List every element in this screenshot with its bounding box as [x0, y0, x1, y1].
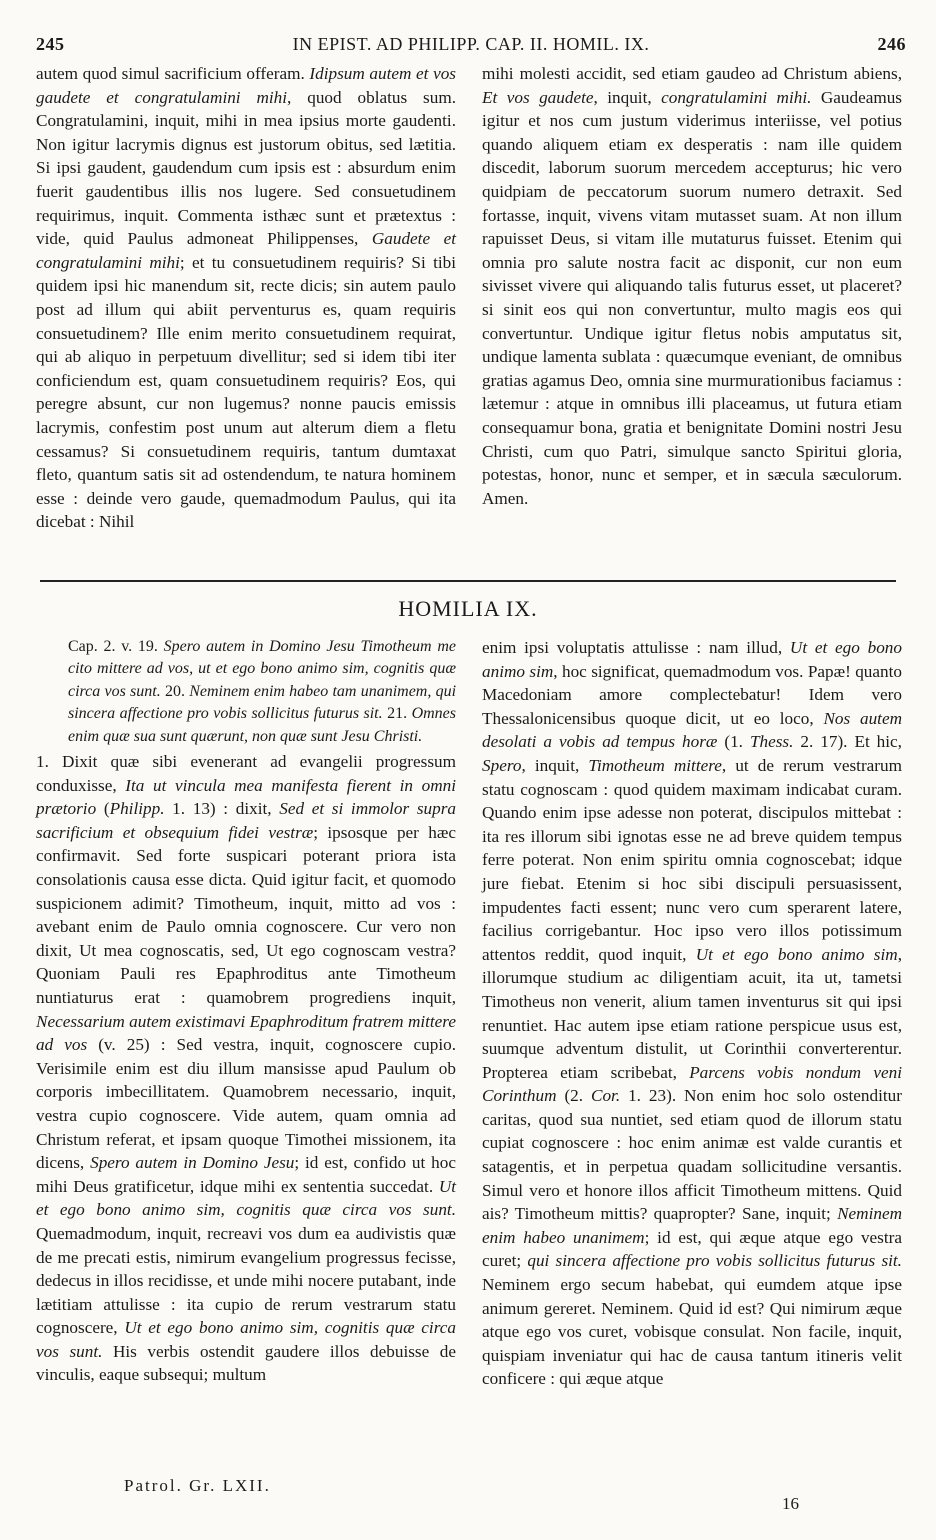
running-title: IN EPIST. AD PHILIPP. CAP. II. HOMIL. IX.: [292, 34, 650, 54]
top-right-column: [482, 62, 902, 510]
text-run: (1.: [717, 732, 750, 752]
text-run: Cap. 2. v. 19.: [68, 638, 164, 655]
italic-run: qui sincera affectione pro vobis sollicitus futurus sit.: [527, 1251, 902, 1271]
text-run: 1. 23). Non enim hoc solo ostenditur caritas, quod sua nuntiet, sed etiam quod de illorum statu cupiat cognoscere : hoc enim animæ est valde curantis et satagentis, et in perpetua quadam sollicitudine versantis. Simul vero et honore illos afficit Timotheum mittens. Quid ais? Timotheum mittis? quapropter? Sane, inquit;: [482, 1086, 902, 1224]
top-right-paragraph: [482, 62, 902, 510]
italic-run: Philipp.: [109, 799, 165, 819]
italic-run: Et vos gaudete: [482, 87, 594, 107]
text-run: 1. Dixit quæ sibi evenerant ad evangelii progressum conduxisse,: [36, 752, 456, 795]
italic-run: Spero autem in Domino Jesu: [90, 1153, 295, 1173]
text-run: (2.: [556, 1086, 591, 1106]
homily-title: HOMILIA IX.: [398, 596, 538, 621]
bottom-left-column: [36, 636, 456, 1387]
italic-run: Cor.: [591, 1086, 621, 1106]
page-number-left: 245: [36, 34, 65, 54]
scripture-lead: [36, 636, 456, 748]
bottom-right-column: [482, 636, 902, 1391]
text-run: (: [96, 799, 110, 819]
footer-signature: Patrol. Gr. LXII.: [124, 1476, 271, 1495]
italic-run: Neminem enim habeo tam unanimem, qui sincera affectione pro vobis sollicitus futurus sit.: [68, 682, 457, 723]
text-run: 20.: [160, 682, 190, 700]
top-left-column: [36, 62, 456, 534]
italic-run: Sed et si immolor supra sacrificium et obsequium fidei vestræ: [36, 799, 457, 842]
text-run: ; id est, confido ut hoc mihi Deus gratificetur, idque mihi ex sententia succedat.: [36, 1153, 456, 1196]
text-run: Quemadmodum, inquit, recreavi vos dum ea audivistis quæ de me precati estis, nimirum evangelium progressus fecisse, dedecus in illos recidisse, et unde mihi nocere putabant, inde lætitiam attulisse : ita cupio de rerum vestrarum statu cognoscere,: [36, 1223, 456, 1338]
running-header: [36, 34, 906, 58]
text-run: , inquit,: [521, 755, 589, 775]
text-run: ; id est, qui æque atque ego vestra curet;: [482, 1227, 902, 1271]
text-run: Gaudeamus igitur et nos cum justum viderimus interiisse, vel potius quando aliquem etiam ex desperatis : nam ille quidem discedit, laborum suorum mercedem accepturus; hic vero quidpiam de peccatorum suorum numero detraxit. Sed fortasse, inquit, vivens vitam mutasset suam. At non illum rapuisset Deus, si vitam ille mutaturus fuisset. Etenim qui omnia pro salute nostra facit ac disponit, cur non eum sivisset vivere qui aliquando talis futurus esset, ut placeret? si sinit eos qui non convertuntur, multo magis eos qui convertuntur. Undique igitur fletus nobis amputatus sit, undique lamenta sublata : quæcumque eveniant, de omnibus gratias agamus Deo, omnia sine murmurationibus faciamus : lætemur : atque in omnibus illi placeamus, ut futura etiam consequamur bona, gratia et benignitate Domini nostri Jesu Christi, cum quo Patri, simulque sancto Spiritui gloria, potestas, honor, nunc et semper, et in sæcula sæculorum. Amen.: [482, 87, 902, 508]
italic-run: Ut et ego bono animo sim, cognitis quæ circa vos sunt.: [36, 1176, 456, 1220]
top-left-paragraph: [36, 62, 456, 534]
italic-run: congratulamini mihi.: [661, 87, 812, 107]
text-run: mihi molesti accidit, sed etiam gaudeo ad Christum abiens,: [482, 64, 902, 83]
italic-run: Ut et ego bono animo sim: [695, 944, 898, 964]
text-run: , inquit,: [593, 87, 662, 107]
text-run: autem quod simul sacrificium offeram.: [36, 64, 310, 83]
text-run: (v. 25) : Sed vestra, inquit, cognoscere cupio. Verisimile enim est diu illum mansisse apud Paulum ob corporis imbecillitatem. Quamobrem necessario, inquit, vestra cupio cognoscere. Vide autem, quam omnia ad Christum referat, et ipsam quoque Timothei missionem, ita dicens,: [36, 1035, 456, 1173]
text-run: 21.: [382, 705, 412, 723]
italic-run: Ut et ego bono animo sim, cognitis quæ circa vos sunt.: [36, 1318, 456, 1361]
footer-sheet-number: 16: [782, 1494, 799, 1513]
text-run: ; ipsosque per hæc confirmavit. Sed forte suspicari poterant priora ista consolationis causa esse dicta. Quid igitur facit, et quomodo suspicionem adimit? Timotheum, inquit, mitto ad vos : avebant enim de Paulo omnia cognoscere. Cur vero non dixit, Ut mea cognoscatis, sed, Ut ego cognoscam vestra? Quoniam Pauli res Epaphroditus ante Timotheum nuntiaturus erat : quamobrem progrediens inquit,: [36, 822, 456, 1007]
italic-run: Omnes enim quæ sua sunt quærunt, non quæ sunt Jesu Christi.: [68, 705, 456, 745]
italic-run: Neminem enim habeo unanimem: [482, 1204, 902, 1247]
text-run: , hoc significat, quemadmodum vos. Papæ! quanto Macedoniam amore complectebatur! Idem vero Thessalonicensibus quoque dicit, ut eo loco,: [482, 661, 902, 728]
italic-run: Necessarium autem existimavi Epaphroditum fratrem mittere ad vos: [36, 1011, 456, 1055]
italic-run: Ita ut vincula mea manifesta fierent in omni prætorio: [36, 775, 456, 819]
italic-run: Spero autem in Domino Jesu Timotheum me cito mittere ad vos, ut et ego bono animo sim, cognitis quæ circa vos sunt.: [68, 638, 456, 700]
italic-run: Timotheum mittere: [588, 755, 722, 775]
section-divider: [40, 580, 896, 582]
italic-run: Idipsum autem et vos gaudete et congratulamini mihi: [36, 64, 456, 107]
italic-run: Spero: [482, 755, 522, 775]
text-run: Neminem ergo secum habebat, qui eumdem atque ipse animum gereret. Neminem. Quid id est? Qui nimirum æque atque ego vos curet, vobisque consulat. Non facile, inquit, quispiam inveniatur qui hac de causa tantum itineris velit conficere : qui æque atque: [482, 1275, 902, 1389]
text-run: 2. 17). Et hic,: [793, 732, 902, 752]
bottom-left-paragraph: [36, 750, 456, 1387]
text-run: ; et tu consuetudinem requiris? Si tibi quidem ipsi hic manendum sit, recte dicis; sin autem paulo post ad illum qui abiit perventurus es, quam requiris consuetudinem? Ille enim merito consuetudinem requirat, qui ab aliquo in perpetuum divellitur; sed si idem tibi iter conficiendum est, quam consuetudinem requiris? Eos, qui peregre absunt, cur non lugemus? nonne paucis emissis lacrymis, confestim post unum aut alterum diem a fletu cessamus? Si consuetudinem requiris, tantum dumtaxat fleto, quantum satis sit ad ostendendum, te natura hominem esse : deinde vero gaude, quemadmodum Paulus, qui ita dicebat : Nihil: [36, 252, 456, 532]
text-run: enim ipsi voluptatis attulisse : nam illud,: [482, 638, 790, 657]
text-run: 1. 13) : dixit,: [164, 799, 280, 819]
text-run: His verbis ostendit gaudere illos debuisse de vinculis, eaque subsequi; multum: [36, 1341, 457, 1385]
text-run: , ut de rerum vestrarum statu cognoscam : quod quidem maximam indicabat curam. Quando enim ipse adesse non poterat, discipulos mittebat : ita res illorum sibi ignotas esse ne ad breve quidem tempus ferre poterat. Non enim spiritu omnia cognoscebat; idque jure fiebat. Etenim si hoc sibi discipuli persuasissent, impudentes facti essent; nunc vero cum sperarent latere, facilius corrigebantur. Hoc ipso vero illos potissimum attentos reddit, quod inquit,: [482, 755, 902, 964]
italic-run: Gaudete et congratulamini mihi: [36, 229, 456, 272]
italic-run: Parcens vobis nondum veni Corinthum: [482, 1062, 902, 1106]
page-number-right: 246: [877, 34, 906, 54]
italic-run: Thess.: [749, 732, 794, 752]
text-run: , quod oblatus sum. Congratulamini, inquit, mihi in mea ipsius morte gaudenti. Non igitur lacrymis dignus est justorum obitus, sed lætitia. Si ipsi gaudent, gaudendum cum ipsis est : absurdum enim fuerit gaudentibus illis nos lugere. Sed consuetudinem requirimus, inquit. Commenta isthæc sunt et prætextus : vide, quid Paulus admoneat Philippenses,: [36, 87, 456, 249]
italic-run: Nos autem desolati a vobis ad tempus horæ: [482, 708, 902, 752]
bottom-right-paragraph: [482, 636, 902, 1391]
italic-run: Ut et ego bono animo sim: [482, 638, 902, 681]
text-run: , illorumque studium ac diligentiam acuit, ita ut, tametsi Timotheus non venerit, alium tamen inventurus sit qui ipsi renuntiet. Hac autem ipse etiam ratione perspicue usus est, suumque adventum distulit, ut Corinthii converterentur. Propterea etiam scribebat,: [482, 944, 902, 1082]
